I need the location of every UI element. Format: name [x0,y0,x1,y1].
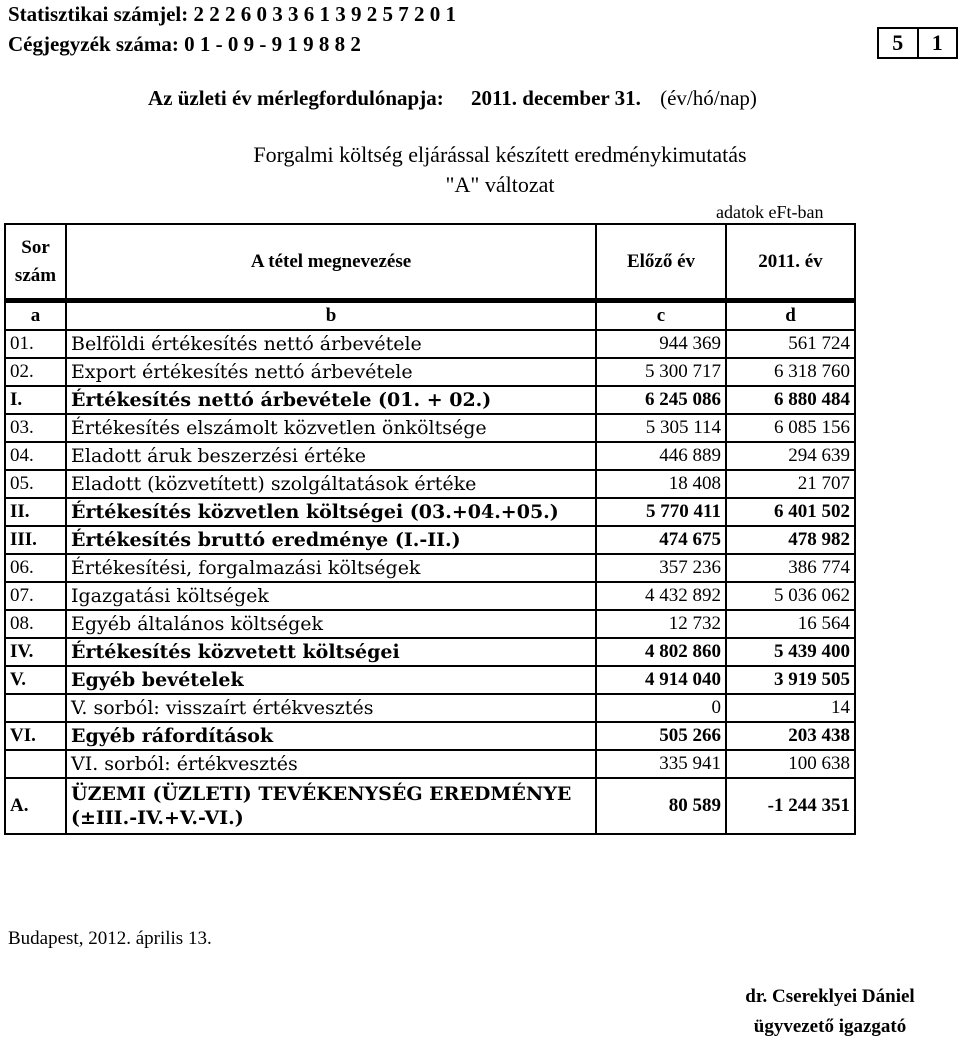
row-name: Eladott (közvetített) szolgáltatások értéke [66,470,596,498]
registry-number-value: 0 1 - 0 9 - 9 1 9 8 8 2 [184,32,361,56]
page-number-box [877,27,958,59]
row-name: Igazgatási költségek [66,582,596,610]
table-row [5,330,855,358]
row-prev-year-value: 4 914 040 [596,666,726,694]
row-name: Értékesítés bruttó eredménye (I.-II.) [66,526,596,554]
row-prev-year-value: 12 732 [596,610,726,638]
row-number: 04. [5,442,66,470]
column-letter: b [66,301,596,331]
row-name: Egyéb általános költségek [66,610,596,638]
row-curr-year-value: 6 880 484 [726,386,855,414]
row-number: 05. [5,470,66,498]
registry-number-line [8,32,361,57]
row-name-line1: ÜZEMI (ÜZLETI) TEVÉKENYSÉG EREDMÉNYE [71,783,572,805]
table-row [5,694,855,722]
table-row [5,722,855,750]
row-curr-year-value: 21 707 [726,470,855,498]
row-name: Értékesítési, forgalmazási költségek [66,554,596,582]
row-curr-year-value: 14 [726,694,855,722]
row-prev-year-value: 80 589 [596,778,726,834]
place-date: Budapest, 2012. április 13. [8,928,212,949]
row-prev-year-value: 335 941 [596,750,726,778]
row-number: 07. [5,582,66,610]
signer-name: dr. Csereklyei Dániel [745,986,915,1007]
row-curr-year-value: 5 036 062 [726,582,855,610]
row-curr-year-value: 6 318 760 [726,358,855,386]
fiscal-date: 2011. december 31. [470,86,641,110]
income-statement-table [4,223,856,835]
row-curr-year-value: 294 639 [726,442,855,470]
row-number: IV. [5,638,66,666]
stat-number-value: 2 2 2 6 0 3 3 6 1 3 9 2 5 7 2 0 1 [193,2,456,26]
row-name [66,778,596,834]
fiscal-line [148,86,757,111]
row-number: VI. [5,722,66,750]
row-prev-year-value: 5 770 411 [596,498,726,526]
header-sor-line2: szám [14,264,57,286]
header-name: A tétel megnevezése [66,224,596,301]
row-curr-year-value: 478 982 [726,526,855,554]
row-name: Egyéb ráfordítások [66,722,596,750]
column-letter: d [726,301,855,331]
row-number: 01. [5,330,66,358]
table-row-final [5,778,855,834]
row-prev-year-value: 5 305 114 [596,414,726,442]
row-number: A. [5,778,66,834]
row-curr-year-value: -1 244 351 [726,778,855,834]
row-name: Értékesítés nettó árbevétele (01. + 02.) [66,386,596,414]
row-name: Belföldi értékesítés nettó árbevétele [66,330,596,358]
table-row [5,666,855,694]
row-number [5,694,66,722]
table-row [5,442,855,470]
report-subtitle: "A" változat [445,172,555,197]
table-row [5,554,855,582]
row-prev-year-value: 6 245 086 [596,386,726,414]
row-prev-year-value: 0 [596,694,726,722]
header-sor-line1: Sor [21,236,50,258]
table-row [5,638,855,666]
row-curr-year-value: 386 774 [726,554,855,582]
row-curr-year-value: 203 438 [726,722,855,750]
row-name: Egyéb bevételek [66,666,596,694]
row-name: VI. sorból: értékvesztés [66,750,596,778]
row-name: Értékesítés közvetett költségei [66,638,596,666]
row-curr-year-value: 100 638 [726,750,855,778]
stat-number-line [8,2,456,27]
fiscal-label: Az üzleti év mérlegfordulónapja: [148,86,444,110]
row-curr-year-value: 3 919 505 [726,666,855,694]
row-prev-year-value: 357 236 [596,554,726,582]
row-number: 02. [5,358,66,386]
page-box-cell: 1 [931,30,943,55]
row-curr-year-value: 6 401 502 [726,498,855,526]
row-prev-year-value: 4 802 860 [596,638,726,666]
row-prev-year-value: 474 675 [596,526,726,554]
row-number: II. [5,498,66,526]
row-name-line2: (±III.-IV.+V.-VI.) [71,807,244,829]
row-number [5,750,66,778]
report-title: Forgalmi költség eljárással készített eredménykimutatás [253,142,747,167]
row-number: 08. [5,610,66,638]
fiscal-format: (év/hó/nap) [660,86,757,110]
table-row [5,386,855,414]
row-name: Eladott áruk beszerzési értéke [66,442,596,470]
table-row [5,498,855,526]
row-prev-year-value: 18 408 [596,470,726,498]
row-number: 03. [5,414,66,442]
row-name: V. sorból: visszaírt értékvesztés [66,694,596,722]
row-prev-year-value: 505 266 [596,722,726,750]
header-sor [5,224,66,301]
column-letter-row [5,301,855,331]
header-prev-year: Előző év [596,224,726,301]
row-name: Export értékesítés nettó árbevétele [66,358,596,386]
page-box-cell: 5 [879,29,919,57]
stat-number-label: Statisztikai számjel: [8,2,189,26]
row-number: III. [5,526,66,554]
table-row [5,470,855,498]
row-name: Értékesítés elszámolt közvetlen önköltsége [66,414,596,442]
row-curr-year-value: 561 724 [726,330,855,358]
registry-number-label: Cégjegyzék száma: [8,32,179,56]
row-prev-year-value: 446 889 [596,442,726,470]
table-header-row [5,224,855,301]
row-number: I. [5,386,66,414]
row-curr-year-value: 6 085 156 [726,414,855,442]
row-name: Értékesítés közvetlen költségei (03.+04.+05.) [66,498,596,526]
unit-note: adatok eFt-ban [716,202,824,222]
table-row [5,414,855,442]
column-letter: a [5,301,66,331]
signer-title: ügyvezető igazgató [753,1016,907,1037]
row-curr-year-value: 16 564 [726,610,855,638]
row-prev-year-value: 5 300 717 [596,358,726,386]
table-row [5,526,855,554]
row-prev-year-value: 4 432 892 [596,582,726,610]
table-row [5,610,855,638]
table-row [5,750,855,778]
column-letter: c [596,301,726,331]
row-number: 06. [5,554,66,582]
table-row [5,358,855,386]
row-curr-year-value: 5 439 400 [726,638,855,666]
header-curr-year: 2011. év [726,224,855,301]
row-prev-year-value: 944 369 [596,330,726,358]
row-number: V. [5,666,66,694]
table-row [5,582,855,610]
